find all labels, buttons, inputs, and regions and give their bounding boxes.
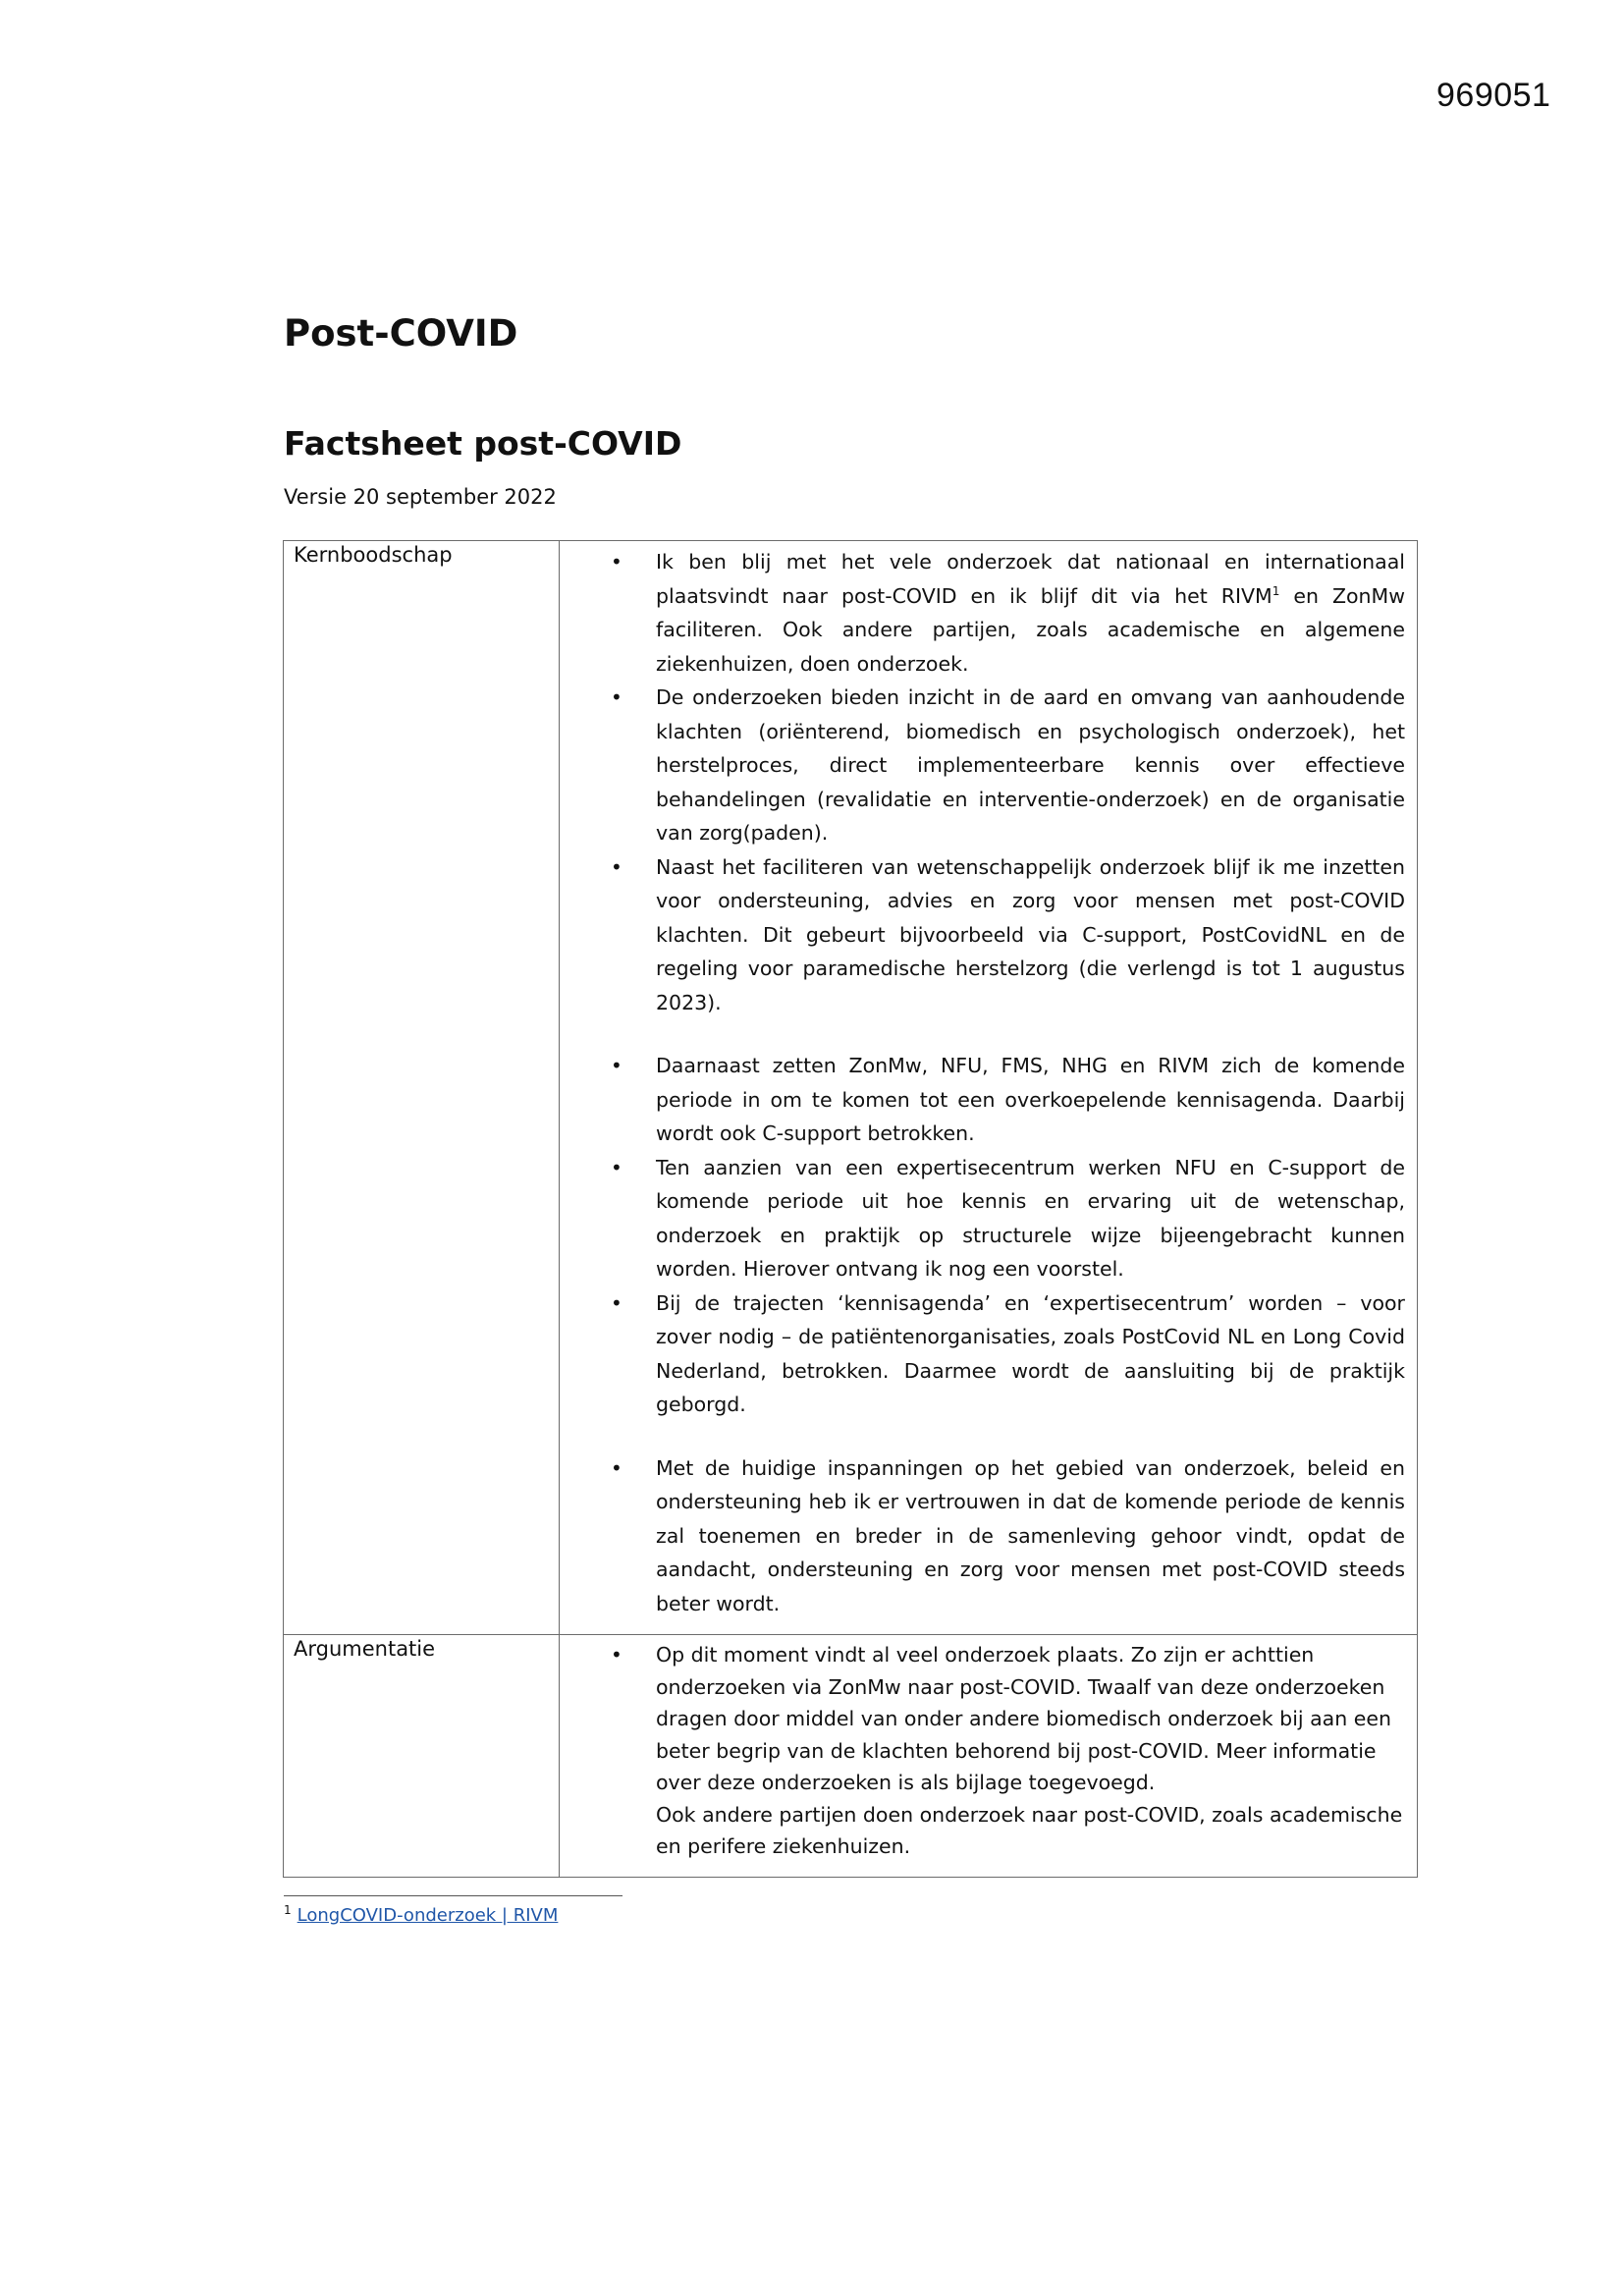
bullet-item: • De onderzoeken bieden inzicht in de aard en omvang van aanhoudende klachten (oriënterend, biomedisch en psychologisch onderzoek), het herstelproces, direct implementeerbare kennis over effectieve behandelingen (revalidatie en interventie-onderzoek) en de organisatie van zorg(paden). [560, 681, 1405, 850]
factsheet-table [283, 540, 1418, 1878]
footnote-link[interactable]: LongCOVID-onderzoek | RIVM [297, 1905, 559, 1926]
footnote-mark: 1 [284, 1903, 292, 1917]
footnote-divider [284, 1895, 623, 1896]
row-content-kernboodschap [560, 541, 1418, 1635]
footnote-ref[interactable]: 1 [1272, 583, 1280, 598]
bullet-item: • Ten aanzien van een expertisecentrum werken NFU en C-support de komende periode uit hoe kennis en ervaring uit de wetenschap, onderzoek en praktijk op structurele wijze bijeengebracht kunnen worden. Hierover ontvang ik nog een voorstel. [560, 1151, 1405, 1286]
row-label-kernboodschap: Kernboodschap [284, 541, 560, 1635]
bullet-item [560, 1639, 1405, 1863]
version-date: Versie 20 september 2022 [284, 485, 557, 509]
bullet-item: • Naast het faciliteren van wetenschappelijk onderzoek blijf ik me inzetten voor ondersteuning, advies en zorg voor mensen met post-COVID klachten. Dit gebeurt bijvoorbeeld via C-support, PostCovidNL en de regeling voor paramedische herstelzorg (die verlengd is tot 1 augustus 2023). [560, 850, 1405, 1020]
bullet-item [560, 545, 1405, 681]
kernboodschap-list [560, 545, 1405, 1620]
bullet-item: • Daarnaast zetten ZonMw, NFU, FMS, NHG en RIVM zich de komende periode in om te komen tot een overkoepelende kennisagenda. Daarbij wordt ook C-support betrokken. [560, 1049, 1405, 1151]
row-label-argumentatie: Argumentatie [284, 1635, 560, 1878]
footnote [284, 1903, 558, 1926]
bullet-item: • Bij de trajecten ‘kennisagenda’ en ‘expertisecentrum’ worden – voor zover nodig – de patiëntenorganisaties, zoals PostCovid NL en Long Covid Nederland, betrokken. Daarmee wordt de aansluiting bij de praktijk geborgd. [560, 1286, 1405, 1422]
table-row-argumentatie [284, 1635, 1418, 1878]
document-number: 969051 [1436, 77, 1551, 114]
page-title: Post-COVID [284, 312, 518, 355]
factsheet-subtitle: Factsheet post-COVID [284, 424, 682, 463]
bullet-text: Ook andere partijen doen onderzoek naar post-COVID, zoals academische en perifere ziekenhuizen. [656, 1802, 1403, 1858]
bullet-text: • Op dit moment vindt al veel onderzoek plaats. Zo zijn er achttien onderzoeken via ZonMw naar post-COVID. Twaalf van deze onderzoeken dragen door middel van onder andere biomedisch onderzoek bij aan een beter begrip van de klachten behorend bij post-COVID. Meer informatie over deze onderzoeken is als bijlage toegevoegd. [656, 1643, 1391, 1794]
table-row-kernboodschap [284, 541, 1418, 1635]
bullet-item: • Met de huidige inspanningen op het gebied van onderzoek, beleid en ondersteuning heb ik er vertrouwen in dat de komende periode de kennis zal toenemen en breder in de samenleving gehoor vindt, opdat de aandacht, ondersteuning en zorg voor mensen met post-COVID steeds beter wordt. [560, 1451, 1405, 1621]
bullet-text: Ik ben blij met het vele onderzoek dat nationaal en internationaal plaatsvindt naar post-COVID en ik blijf dit via het RIVM [656, 550, 1405, 608]
argumentatie-list [560, 1639, 1405, 1863]
row-content-argumentatie [560, 1635, 1418, 1878]
bullet-text: en ZonMw faciliteren. Ook andere partijen, zoals academische en algemene ziekenhuizen, doen onderzoek. [656, 583, 1406, 676]
